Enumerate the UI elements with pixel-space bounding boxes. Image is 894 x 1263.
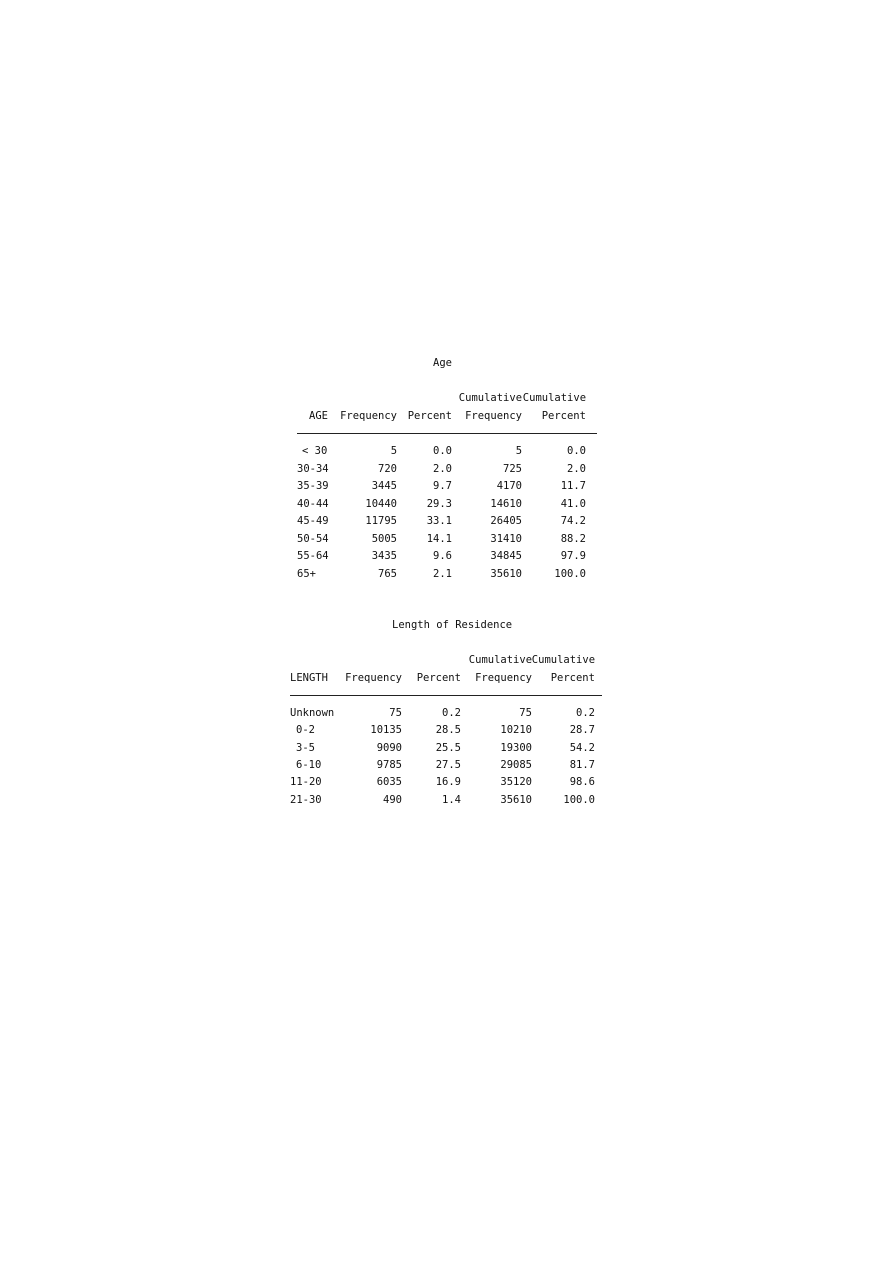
age-header-line2-col1: Frequency — [340, 410, 397, 422]
age-row-label: 45-49 — [297, 515, 329, 527]
length-cell: 75 — [519, 707, 532, 719]
age-cell: 26405 — [490, 515, 522, 527]
age-row-label: 35-39 — [297, 480, 329, 492]
length-header-line1-col3: Cumulative — [468, 654, 533, 666]
age-cell: 765 — [378, 567, 397, 580]
length-cell: 10135 — [370, 724, 402, 737]
length-cell: 75 — [389, 707, 402, 719]
length-cell: 81.7 — [569, 758, 595, 771]
age-header-line1-col3: Cumulative — [458, 392, 523, 404]
length-cell: 28.7 — [569, 724, 595, 737]
length-header-line2-col3: Frequency — [475, 672, 532, 684]
age-cell: 11.7 — [560, 480, 586, 492]
length-cell: 1.4 — [442, 793, 461, 806]
length-cell: 0.2 — [442, 707, 461, 719]
length-table-title: Length of Residence — [392, 619, 513, 631]
age-cell: 33.1 — [426, 515, 452, 527]
age-cell: 5 — [515, 445, 523, 457]
age-row-label: 65+ — [297, 567, 316, 580]
age-row-label: 40-44 — [297, 497, 329, 510]
length-cell: 19300 — [500, 741, 532, 754]
age-cell: 9.6 — [433, 550, 452, 562]
length-cell: 16.9 — [435, 776, 461, 789]
length-cell: 35610 — [500, 793, 532, 806]
age-cell: 11795 — [365, 515, 397, 527]
length-cell: 35120 — [500, 776, 532, 789]
length-cell: 29085 — [500, 758, 532, 771]
age-cell: 2.0 — [433, 462, 452, 475]
age-row-label: 30-34 — [297, 462, 329, 475]
length-cell: 98.6 — [569, 776, 595, 789]
length-header-line2-col4: Percent — [550, 672, 595, 684]
length-row-label: 11-20 — [290, 776, 322, 789]
age-header-line2-col3: Frequency — [465, 410, 522, 422]
age-cell: 2.1 — [433, 567, 452, 580]
age-row-label: 50-54 — [297, 532, 329, 545]
length-cell: 10210 — [500, 724, 532, 737]
age-table-title: Age — [433, 357, 452, 369]
length-row-label: Unknown — [290, 707, 335, 719]
length-row-label: 0-2 — [296, 724, 315, 737]
age-cell: 3445 — [371, 480, 397, 492]
length-cell: 9090 — [376, 741, 402, 754]
length-cell: 490 — [383, 793, 402, 806]
length-row-label: 21-30 — [290, 793, 322, 806]
length-cell: 54.2 — [569, 741, 595, 754]
age-cell: 0.0 — [567, 445, 586, 457]
age-cell: 5005 — [371, 532, 397, 545]
length-row-label: 3-5 — [296, 741, 315, 754]
length-row-label: 6-10 — [296, 758, 322, 771]
age-header-line2-col4: Percent — [541, 410, 586, 422]
age-cell: 97.9 — [560, 550, 586, 562]
age-cell: 100.0 — [554, 567, 586, 580]
length-table-header-rule — [290, 695, 602, 696]
length-cell: 27.5 — [435, 758, 461, 771]
age-cell: 35610 — [490, 567, 522, 580]
age-header-line2-col2: Percent — [407, 410, 452, 422]
age-cell: 2.0 — [567, 462, 586, 475]
length-header-line2-col1: Frequency — [345, 672, 402, 684]
age-cell: 4170 — [496, 480, 522, 492]
age-header-line1-col4: Cumulative — [522, 392, 587, 404]
age-row-label: < 30 — [302, 445, 328, 457]
age-table-header-rule — [297, 433, 597, 434]
age-cell: 9.7 — [433, 480, 452, 492]
age-cell: 14.1 — [426, 532, 452, 545]
age-cell: 74.2 — [560, 515, 586, 527]
length-cell: 100.0 — [563, 793, 595, 806]
length-header-line2-col0: LENGTH — [290, 672, 328, 684]
age-cell: 14610 — [490, 497, 522, 510]
length-header-line2-col2: Percent — [416, 672, 461, 684]
age-cell: 34845 — [490, 550, 522, 562]
length-cell: 28.5 — [435, 724, 461, 737]
length-header-line1-col4: Cumulative — [531, 654, 596, 666]
age-cell: 10440 — [365, 497, 397, 510]
age-cell: 31410 — [490, 532, 522, 545]
age-cell: 0.0 — [433, 445, 452, 457]
age-cell: 5 — [390, 445, 398, 457]
length-cell: 6035 — [376, 776, 402, 789]
length-cell: 0.2 — [576, 707, 595, 719]
age-cell: 720 — [378, 462, 397, 475]
age-cell: 41.0 — [560, 497, 586, 510]
age-cell: 29.3 — [426, 497, 452, 510]
age-cell: 88.2 — [560, 532, 586, 545]
length-cell: 9785 — [376, 758, 402, 771]
age-header-line2-col0: AGE — [309, 410, 328, 422]
age-cell: 725 — [503, 462, 522, 475]
length-cell: 25.5 — [435, 741, 461, 754]
age-cell: 3435 — [371, 550, 397, 562]
age-row-label: 55-64 — [297, 550, 329, 562]
